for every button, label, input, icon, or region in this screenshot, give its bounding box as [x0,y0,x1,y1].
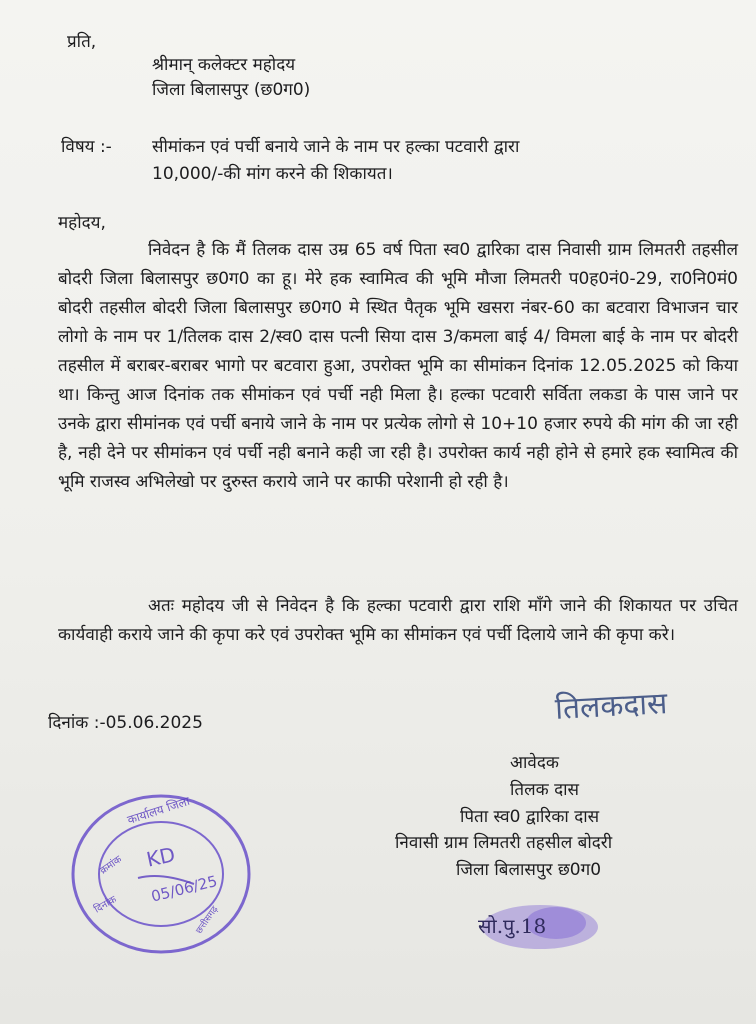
thumbprint-signature [468,895,608,955]
seal-office-text: कार्यालय जिला [125,793,192,828]
subject-line-1: सीमांकन एवं पर्ची बनाये जाने के नाम पर हल्का पटवारी द्वारा [152,137,520,157]
paragraph-2: अतः महोदय जी से निवेदन है कि हल्का पटवारी द्वारा राशि माँगे जाने की शिकायत पर उचित कार्यवाही कराये जाने की कृपा करे एवं उपरोक्त भूमि का सीमांकन एवं पर्ची दिलाये जाने की कृपा करे। [58,596,738,645]
seal-number-label: क्रमांक [98,854,125,877]
applicant-address: निवासी ग्राम लिमतरी तहसील बोदरी [395,833,613,853]
office-seal-stamp [66,786,256,961]
seal-initials: KD [144,842,178,872]
applicant-title: आवेदक [510,753,559,773]
subject-label: विषय :- [61,137,112,157]
seal-date-label: दिनांक [92,894,119,916]
to-label: प्रति, [67,32,97,52]
paragraph-1: निवेदन है कि मैं तिलक दास उम्र 65 वर्ष पिता स्व0 द्वारिका दास निवासी ग्राम लिमतरी तहसील बोदरी जिला बिलासपुर छ0ग0 का हू। मेरे हक स्वामित्व की भूमि मौजा लिमतरी प0ह0नं0-29, रा0नि0मं0 बोदरी तहसील बोदरी जिला बिलासपुर छ0ग0 मे स्थित पैतृक भूमि खसरा नंबर-60 का बटवारा विभाजन चार लोगो के नाम पर 1/तिलक दास 2/स्व0 दास पत्नी सिया दास 3/कमला बाई 4/ विमला बाई के नाम पर बोदरी तहसील में बराबर-बराबर भागो पर बटवारा हुआ, उपरोक्त भूमि का सीमांकन दिनांक 12.05.2025 को किया था। किन्तु आज दिनांक तक सीमांकन एवं पर्ची नही मिला है। हल्का पटवारी सर्विता लकडा के पास जाने पर उनके द्वारा सीमांनक एवं पर्ची बनाये जाने के नाम पर प्रत्येक लोगो से 10+10 हजार रुपये की मांग की जा रही है, नही देने पर सीमांकन एवं पर्ची नही बनाने कही जा रही है। उपरोक्त कार्य नही होने से हमारे हक स्वामित्व की भूमि राजस्व अभिलेखो पर दुरुस्त कराये जाने पर काफी परेशानी हो रही है। [58,240,738,492]
applicant-district: जिला बिलासपुर छ0ग0 [456,860,602,880]
recipient-line-2: जिला बिलासपुर (छ0ग0) [152,80,311,100]
seal-date: 05/06/25 [149,871,220,906]
applicant-name: तिलक दास [510,780,580,800]
recipient-line-1: श्रीमान् कलेक्टर महोदय [152,55,296,75]
thumb-signature-text: सो.पु.18 [478,914,547,938]
signature: तिलकदास [554,686,669,727]
seal-region-text: छत्तीसगढ़ [194,904,221,936]
salutation: महोदय, [58,213,106,233]
date-line: दिनांक :-05.06.2025 [48,713,203,733]
applicant-father: पिता स्व0 द्वारिका दास [460,807,600,827]
subject-line-2: 10,000/-की मांग करने की शिकायत। [152,164,393,184]
